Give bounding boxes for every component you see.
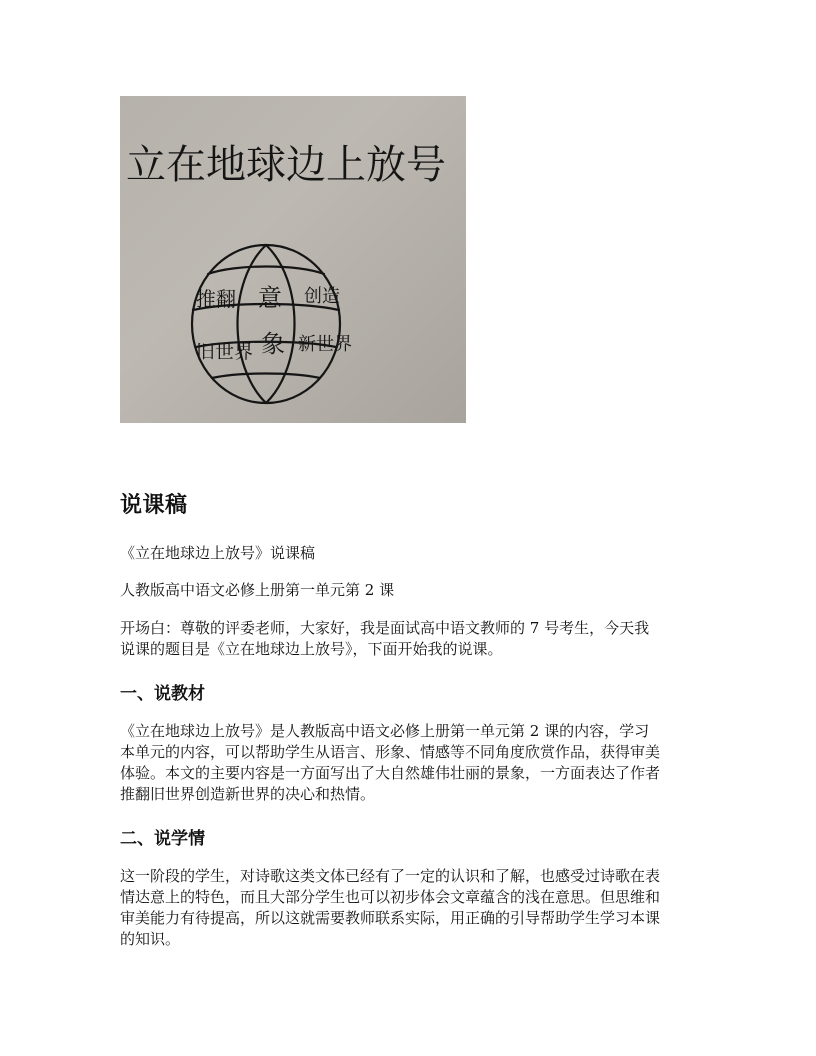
section-textbook-line-1: 《立在地球边上放号》是人教版高中语文必修上册第一单元第 2 课的内容，学习 xyxy=(120,722,650,740)
section-students-heading: 二、说学情 xyxy=(120,829,205,849)
section-students-line-3: 审美能力有待提高，所以这就需要教师联系实际，用正确的引导帮助学生学习本课 xyxy=(120,909,661,927)
globe-text-right-top: 创造 xyxy=(304,286,340,307)
globe-text-left-bottom: 旧世界 xyxy=(196,341,254,363)
globe-outline xyxy=(192,245,340,403)
opening-line-1: 开场白：尊敬的评委老师，大家好，我是面试高中语文教师的 7 号考生，今天我 xyxy=(120,619,650,637)
section-students-line-1: 这一阶段的学生，对诗歌这类文体已经有了一定的认识和了解，也感受过诗歌在表 xyxy=(120,867,661,885)
globe-parallel-1 xyxy=(208,267,324,275)
globe-text-center-bottom: 象 xyxy=(261,330,285,358)
doc-title-line: 《立在地球边上放号》说课稿 xyxy=(120,544,316,562)
globe-meridian-right xyxy=(266,245,295,403)
globe-parallel-4 xyxy=(212,374,320,379)
page-title: 说课稿 xyxy=(120,492,188,518)
globe-sketch xyxy=(192,245,340,403)
section-students-line-2: 情达意上的特色，而且大部分学生也可以初步体会文章蕴含的浅在意思。但思维和 xyxy=(120,888,661,906)
handwritten-title-text: 立在地球边上放号 xyxy=(126,142,446,188)
handwritten-globe-drawing xyxy=(120,96,466,423)
globe-text-center-top: 意 xyxy=(258,284,282,312)
globe-text-right-bottom: 新世界 xyxy=(298,334,352,355)
section-textbook-heading: 一、说教材 xyxy=(120,684,205,704)
section-textbook-line-2: 本单元的内容，可以帮助学生从语言、形象、情感等不同角度欣赏作品，获得审美 xyxy=(120,743,661,761)
opening-line-2: 说课的题目是《立在地球边上放号》，下面开始我的说课。 xyxy=(120,640,503,658)
section-textbook-line-4: 推翻旧世界创造新世界的决心和热情。 xyxy=(120,785,376,803)
section-students-line-4: 的知识。 xyxy=(120,930,181,948)
section-textbook-line-3: 体验。本文的主要内容是一方面写出了大自然雄伟壮丽的景象，一方面表达了作者 xyxy=(120,764,661,782)
handwritten-globe-photo xyxy=(120,96,466,423)
course-info-line: 人教版高中语文必修上册第一单元第 2 课 xyxy=(120,581,395,599)
globe-meridian-left xyxy=(238,245,267,403)
globe-text-left-top: 推翻 xyxy=(196,287,236,311)
